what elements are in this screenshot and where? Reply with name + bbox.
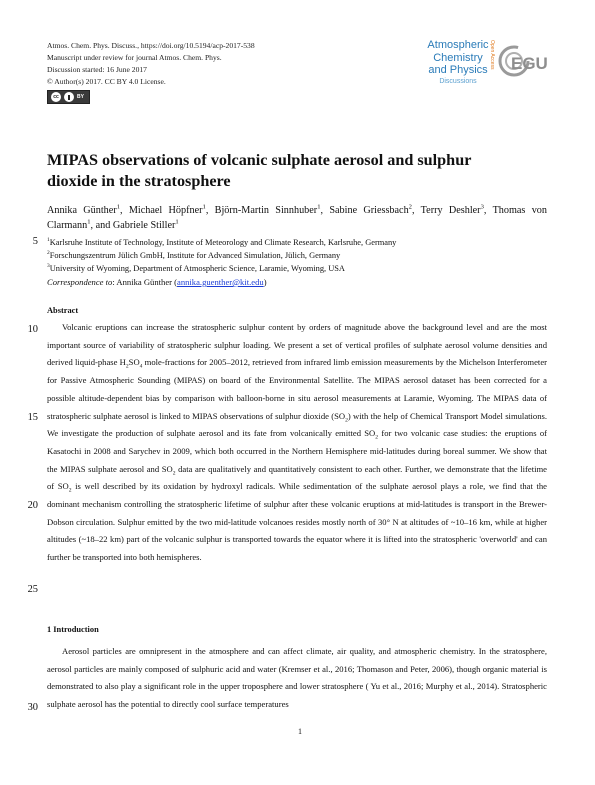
line-number: 30 [27, 702, 38, 713]
line-number: 5 [32, 236, 38, 247]
subscript: 2 [125, 364, 129, 371]
article-header [47, 40, 255, 88]
affiliation-item [47, 236, 396, 249]
journal-logo[interactable] [423, 39, 493, 87]
abstract-text: data are qualitatively and quantitatively consistent to each other. Further, we demonstrate that the lifetime of SO [47, 463, 547, 492]
line-number: 15 [27, 412, 38, 423]
cc-icon: cc [51, 92, 61, 102]
abstract-text: SO [128, 357, 140, 368]
affiliation-list [47, 236, 396, 275]
abstract-text: for two volcanic case studies: the eruptions of Kasatochi in 2008 and Sarychev in 2009, which both occurred in the Northern Hemisphere mid-latitudes during boreal summer. We show that the MIPAS sulphate aerosol and SO [47, 428, 547, 474]
journal-logo-line1: Atmospheric [427, 39, 489, 51]
abstract-heading: Abstract [47, 306, 79, 315]
abstract-text: is well described by its oxidation by hydroxyl radicals. While sedimentation of the sulphate aerosol plays a role, we find that the dominant mechanism controlling the stratospheric lifetime of sulphur after these volcanic eruptions at mid-latitudes is transport in the Brewer-Dobson circulation. Sulphur emitted by the two mid-latitude volcanoes resides mostly north of 30° N at altitudes of ~10–16 km, while at higher altitudes (~18–22 km) part of the volcanic sulphur is transported towards the equator where it is lifted into the stratospheric 'overworld' and can further be transported into both hemispheres. [47, 481, 547, 563]
author-name: Terry Deshler [420, 205, 481, 216]
page-number: 1 [298, 727, 302, 736]
discussion-date: Discussion started: 16 June 2017 [47, 65, 147, 74]
subscript: 2 [172, 470, 176, 477]
abstract-text: mole-fractions for 2005–2012, retrieved from infrared limb emission measurements by the Michelson Interferometer for Passive Atmospheric Sounding (MIPAS) on board of the Environmental Satellite. The MIPAS aerosol dataset has been corrected for a possible altitude-dependent bias by comparison with balloon-borne in situ aerosol measurements at Laramie, Wyoming. The MIPAS data of stratospheric sulphate aerosol is linked to MIPAS observations of sulphur dioxide (SO [47, 357, 547, 421]
section-heading-introduction: 1 Introduction [47, 625, 99, 634]
author-affiliation-mark: 1 [317, 203, 321, 211]
abstract-text: ) with the help of Chemical Transport Model simulations. We investigate the production of sulphate aerosol and its fate from volcanically emitted SO [47, 410, 547, 439]
subscript: 2 [68, 488, 72, 495]
affiliation-text: Forschungszentrum Jülich GmbH, Institute for Advanced Simulation, Jülich, Germany [49, 251, 341, 260]
title-line-2: dioxide in the stratosphere [47, 172, 231, 190]
line-number: 20 [27, 500, 38, 511]
correspondence-line: Correspondence to: Annika Günther (annika.guenther@kit.edu) [47, 277, 267, 287]
journal-logo-line2: Chemistry [433, 51, 483, 64]
open-access-label: Open Access [489, 40, 495, 70]
author-affiliation-mark: 2 [408, 203, 412, 211]
abstract-paragraph [47, 319, 547, 567]
affiliation-text: University of Wyoming, Department of Atmospheric Science, Laramie, Wyoming, USA [49, 264, 345, 273]
egu-logo-icon [495, 40, 551, 86]
affiliation-number: 3 [47, 263, 50, 270]
title-line-1: MIPAS observations of volcanic sulphate aerosol and sulphur [47, 151, 472, 169]
author-list: Annika Günther$^1$, Michael Höpfner$^1$, Björn-Martin Sinnhuber$^1$, Sabine Griessbach$^2$, Terry Deshler$^3$, Thomas von Clarmann$^1$, and Gabriele Stiller$^1$ [47, 203, 547, 231]
journal-logo-line3: and Physics [428, 64, 488, 76]
person-icon [64, 92, 74, 102]
correspondence-email-link[interactable]: annika.guenther@kit.edu [177, 277, 264, 287]
affiliation-number: 1 [47, 237, 50, 244]
author-name: Thomas von Clarmann [47, 205, 547, 231]
affiliation-item [47, 249, 396, 262]
subscript: 2 [345, 417, 348, 424]
correspondence-name: Annika Günther [116, 277, 172, 287]
author-affiliation-mark: 1 [116, 203, 120, 211]
by-label: BY [77, 94, 84, 100]
introduction-paragraph [47, 643, 547, 714]
introduction-text: Aerosol particles are omnipresent in the atmosphere and can affect climate, air quality, and atmospheric chemistry. In the stratosphere, aerosol particles are mainly composed of sulphuric acid and water (Kremser et al., 2016; Thomason and Peter, 2006), though organic material is demonstrated to also play a significant role in the upper troposphere and lower stratosphere ( Yu et al., 2016; Murphy et al., 2014). Stratospheric sulphate aerosol has the potential to directly cool surface temperatures [47, 646, 547, 710]
affiliation-item [47, 262, 396, 275]
author-affiliation-mark: 1 [202, 203, 206, 211]
author-name: Gabriele Stiller [112, 220, 176, 231]
review-note: Manuscript under review for journal Atmos. Chem. Phys. [47, 53, 222, 62]
author-affiliation-mark: 1 [87, 218, 91, 226]
line-number: 10 [27, 324, 38, 335]
subscript: 2 [375, 434, 379, 441]
abstract-text: Volcanic eruptions can increase the stratospheric sulphur content by orders of magnitude above the background level and are the most important source of variability of stratospheric sulphur loading. We present a set of vertical profiles of sulphate aerosol volume densities and derived liquid-phase H [47, 322, 547, 368]
affiliation-number: 2 [47, 250, 50, 257]
subscript: 4 [139, 364, 143, 371]
author-affiliation-mark: 3 [480, 203, 484, 211]
author-name: Annika Günther [47, 205, 117, 216]
author-affiliation-mark: 1 [175, 218, 179, 226]
author-name: Sabine Griessbach [329, 205, 409, 216]
affiliation-text: Karlsruhe Institute of Technology, Institute of Meteorology and Climate Research, Karlsruhe, Germany [49, 238, 397, 247]
correspondence-label: Correspondence to [47, 277, 113, 287]
copyright-line: © Author(s) 2017. CC BY 4.0 License. [47, 77, 166, 86]
journal-logo-discussions: Discussions [439, 77, 477, 85]
citation-line: Atmos. Chem. Phys. Discuss., https://doi.org/10.5194/acp-2017-538 [47, 41, 255, 50]
cc-by-icon[interactable] [47, 90, 90, 104]
egu-logo-text: EGU [511, 54, 548, 73]
author-name: Michael Höpfner [128, 205, 203, 216]
line-number: 25 [27, 584, 38, 595]
author-name: Björn-Martin Sinnhuber [214, 205, 318, 216]
author-conjunction: and [95, 220, 111, 231]
paper-title [47, 150, 547, 192]
